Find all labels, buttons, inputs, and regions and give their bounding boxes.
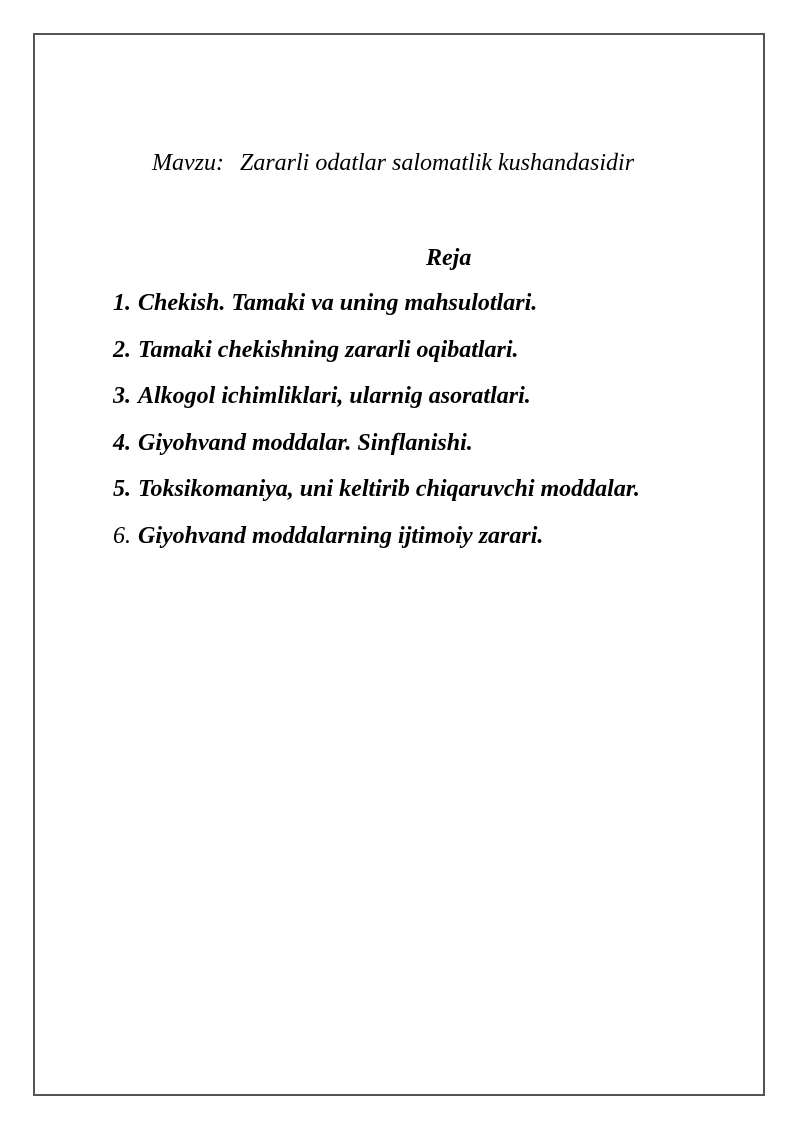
plan-item-text: Giyohvand moddalarning ijtimoiy zarari. (138, 522, 544, 549)
topic-label: Mavzu: (152, 150, 224, 176)
plan-item-text: Chekish. Tamaki va uning mahsulotlari. (138, 290, 538, 316)
plan-item-3 (113, 383, 640, 430)
plan-item-6 (113, 523, 640, 570)
plan-item-text: Toksikomaniya, uni keltirib chiqaruvchi moddalar. (138, 476, 640, 502)
plan-item-number: 3. (113, 383, 131, 409)
plan-item-number: 4. (113, 429, 131, 456)
plan-item-4 (113, 430, 640, 477)
plan-item-1 (113, 290, 640, 337)
plan-item-text: Tamaki chekishning zararli oqibatlari. (138, 336, 519, 363)
plan-item-2 (113, 337, 640, 384)
plan-heading: Reja (426, 245, 472, 271)
plan-item-number: 2. (113, 336, 131, 363)
plan-item-5 (113, 476, 640, 523)
plan-item-number: 6. (113, 522, 131, 549)
plan-item-number: 1. (113, 290, 131, 316)
topic-line (152, 150, 634, 177)
plan-list (113, 290, 640, 569)
plan-item-number: 5. (113, 476, 131, 502)
plan-item-text: Giyohvand moddalar. Sinflanishi. (138, 429, 473, 456)
plan-item-text: Alkogol ichimliklari, ularnig asoratlari. (138, 383, 531, 409)
topic-title: Zararli odatlar salomatlik kushandasidir (239, 150, 635, 176)
